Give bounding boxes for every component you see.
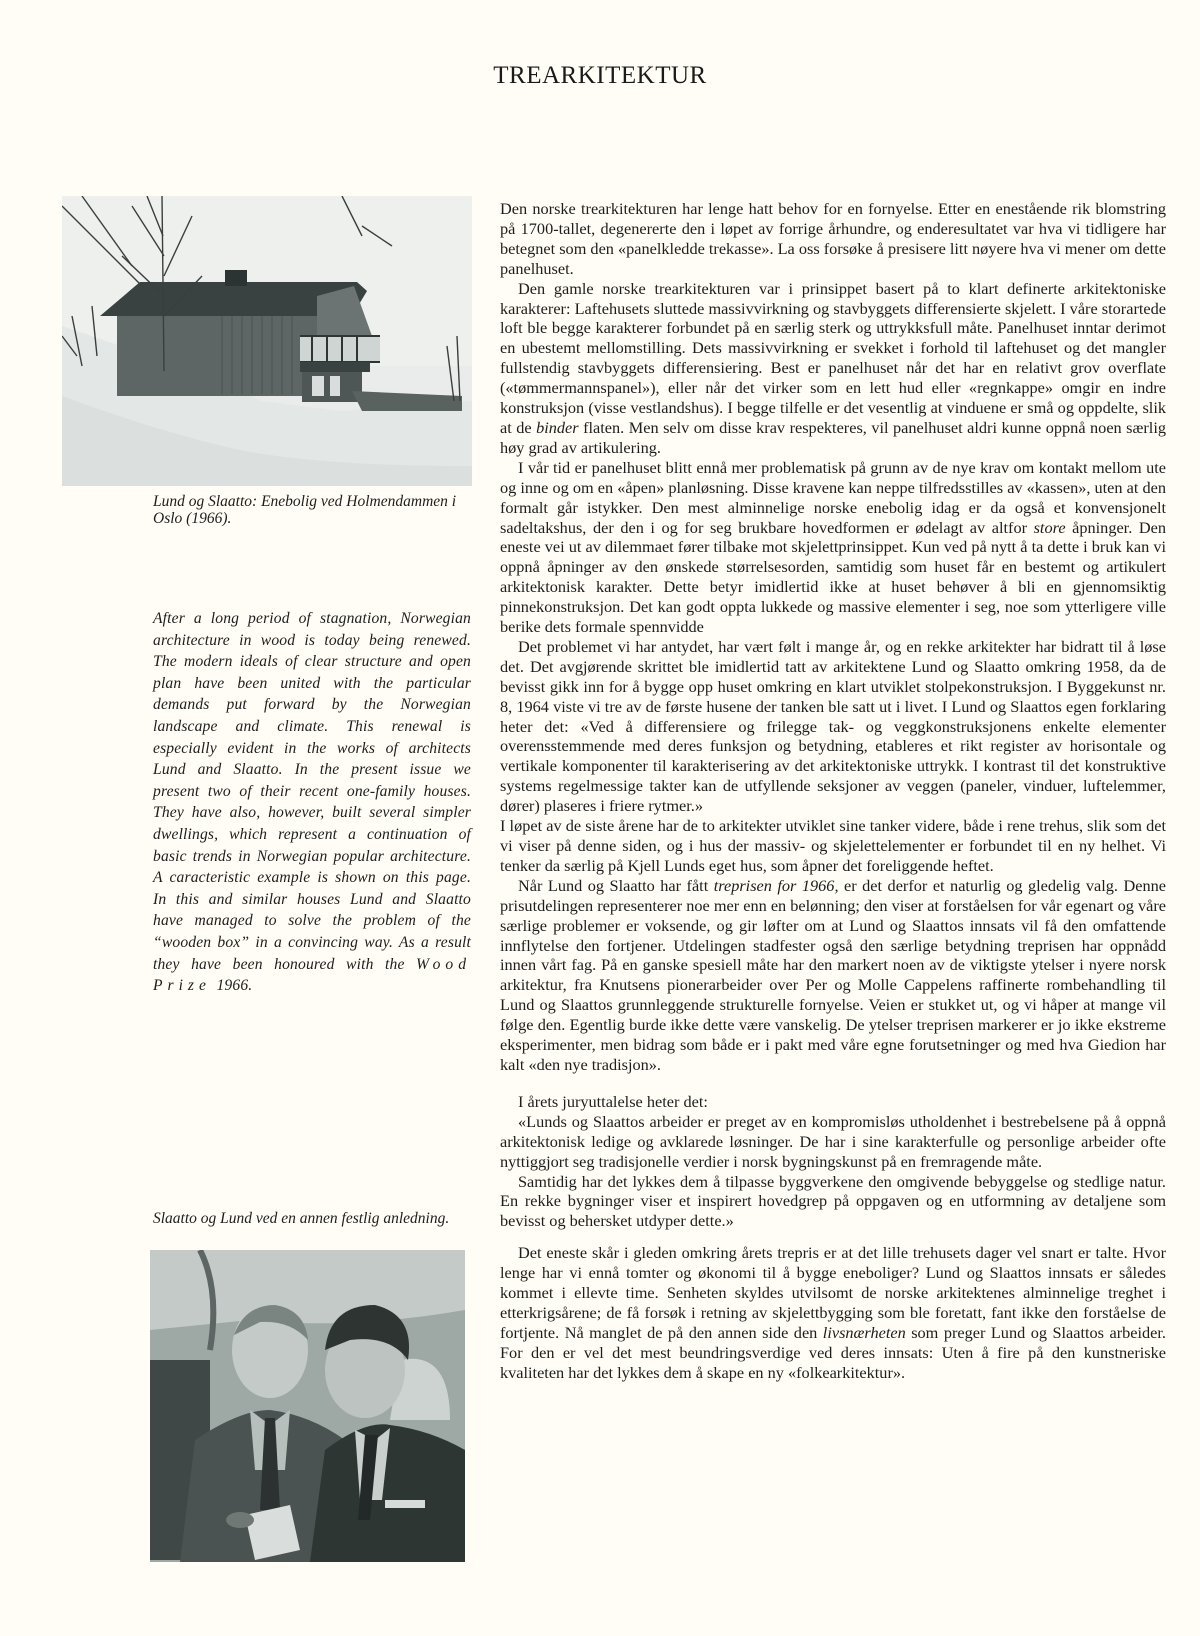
paragraph-1: Den norske trearkitekturen har lenge hatt behov for en fornyelse. Etter en enestående rik blomstring på 1700-tallet, degenererte den i løpet av forrige århundre, og enderesultatet var hva vi tidligere har betegnet som den «panelkledde trekasse». La oss forsøke å presisere litt nøyere hva vi mener om dette panelhuset. <box>500 199 1166 278</box>
paragraph-3-emphasis: store <box>1033 517 1066 537</box>
paragraph-6-text-b: er det derfor et naturlig og gledelig valg. Denne prisutdelingen representerer noe mer enn en belønning; den viser at forståelsen for vår egenart og våre særlige problemer er voksende, og gir løfter om at Lund og Slaattos innsats vil få den omfattende innflytelse den fortjener. Utdelingen stadfester også den særlige betydning treprisen har oppnådd innen vårt fag. På en ganske spesiell måte har den markert noen av de viktigste ytelser i nyere norsk arkitektur, fra Knutsens pionerarbeider over Per og Molle Cappelens raffinerte rombehandling til Lund og Slaattos grunnleggende strukturelle fornyelse. Veien er stukket ut, og vi håper at mange vil følge den. Egentlig burde ikke dette være vanskelig. De ytelser treprisen markerer er jo ikke ekstreme eksperimenter, men bidrag som både er i pakt med våre egne forutsetninger og med hva Giedion har kalt «den nye tradisjon». <box>500 875 1166 1074</box>
spacer <box>500 1075 1166 1092</box>
paragraph-6-emphasis: treprisen for 1966, <box>713 875 839 895</box>
paragraph-2-text-a: Den gamle norske trearkitekturen var i prinsippet basert på to klart definerte arkitektoniske karakterer: Laftehusets sluttede massivvirkning og stavbyggets differensierte skjelett. I våre storartede loft ble begge karakterer forbundet på en særlig sterk og uttrykksfull måte. Panelhuset inntar derimot en ubestemt mellomstilling. Dets massivvirkning er svekket i forhold til laftehuset og det mangler fullstendig stavbyggets differensiering. Best er panelhuset når det har en relativt grov overflate («tømmermannspanel»), eller når det virker som en lett hud eller «regnkappe» omgir en indre konstruksjon (visse vestlandshus). I begge tilfelle er det vesentlig at vinduene er små og oppdelte, slik at de <box>500 278 1166 437</box>
paragraph-10 <box>500 1243 1166 1382</box>
paragraph-6-text-a: Når Lund og Slaatto har fått <box>518 875 714 895</box>
paragraph-6 <box>500 876 1166 1075</box>
figure-caption-architects: Slaatto og Lund ved en annen festlig anledning. <box>153 1210 450 1227</box>
paragraph-3-text-a: I vår tid er panelhuset blitt ennå mer problematisk på grunn av de nye krav om kontakt mellom ute og inne og om en «åpen» planløsning. Disse kravene kan neppe tilfredsstilles av «kassen», uten at den formalt går istykker. Den mest alminnelige norske enebolig idag er da også et konvensjonelt sadeltakshus, der den i og for seg brukbare hovedformen er ødelagt av altfor <box>500 457 1166 537</box>
paragraph-10-text-a: Det eneste skår i gleden omkring årets trepris er at det lille trehusets dager vel snart er talte. Hvor lenge har vi ennå tomter og økonomi til å bygge eneboliger? Lund og Slaattos innsats er således kommet i ellevte time. Senheten skyldes utvilsomt de norske arkitektenes alminnelige treghet i etterkrigsårene; de få forsøk i retning av skjelettbygging som ble foretatt, fant ikke den forståelse de fortjente. Nå manglet de på den annen side den <box>500 1243 1166 1342</box>
photo-house-in-snow-icon <box>62 196 472 486</box>
article-body <box>500 199 1166 1383</box>
jury-quote-1: «Lunds og Slaattos arbeider er preget av en kompromisløs utholdenhet i bestrebelsene på å oppnå arkitektonisk ledige og avklarede løsninger. De har i sine karakterfulle og personlige arbeider ofte nyttiggjort seg tradisjonelle verdier i norsk bygningskunst på en fremragende måte. <box>500 1111 1166 1171</box>
prize-year: 1966. <box>216 977 253 995</box>
page-title: TREARKITEKTUR <box>493 62 707 89</box>
paragraph-3 <box>500 458 1166 637</box>
paragraph-4: Det problemet vi har antydet, har vært følt i mange år, og en rekke arkitekter har bidratt til å løse det. Det avgjørende skrittet ble imidlertid tatt av arkitektene Lund og Slaatto omkring 1958, da de bevisst gikk inn for å bygge opp huset omkring en klart utviklet stolpekonstruksjon. I Byggekunst nr. 8, 1964 viste vi tre av de første husene der tanken ble satt ut i livet. I Lund og Slaattos egen forklaring heter det: «Ved å differensiere og frilegge tak- og veggkonstruksjonens enkelte elementer overensstemmende med deres funksjon og betydning, etableres et rikt register av horisontale og vertikale komponenter til karakterisering av det arkitektoniske uttrykk. I kontrast til det konstruktive systems regelmessige takter kan de utfyllende seksjoner av veggen (paneler, vinduer, luftelemmer, dører) plaseres i friere rytmer.» <box>500 636 1166 816</box>
spacer <box>500 1231 1166 1243</box>
wood-prize-label: Wood Prize <box>153 955 471 995</box>
summary-text: After a long period of stagnation, Norwegian architecture in wood is today being renewed. The modern ideals of clear structure and open plan have been united with the particular demands put forward by the Norwegian landscape and climate. This renewal is especially evident in the works of architects Lund and Slaatto. In the present issue we present two of their recent one-family houses. They have also, however, built several simpler dwellings, which represent a continuation of basic trends in Norwegian popular architecture. A caracteristic example is shown on this page. In this and similar houses Lund and Slaatto have managed to solve the problem of the “wooden box” in a convincing way. As a result they have been honoured with the <box>153 610 471 973</box>
paragraph-10-text-b: som preger Lund og Slaattos arbeider. For den er vel det mest beundringsverdige ved deres innsats: Uten å fire på den kunstneriske kvaliteten har det lykkes dem å skape en ny «folkearkitektur». <box>500 1322 1166 1382</box>
paragraph-10-emphasis: livsnærheten <box>822 1322 906 1342</box>
paragraph-2-emphasis: binder <box>536 417 579 437</box>
english-summary <box>153 608 471 997</box>
figure-caption-house: Lund og Slaatto: Enebolig ved Holmendammen i Oslo (1966). <box>153 493 457 527</box>
paragraph-5: I løpet av de siste årene har de to arkitekter utviklet sine tanker videre, både i rene trehus, slik som det vi viser på denne siden, og i hus der massiv- og skjelettelementer er forbundet til en ny helhet. Vi tenker da særlig på Kjell Lunds eget hus, som åpner det foreliggende heftet. <box>500 816 1166 875</box>
jury-quote-2: Samtidig har det lykkes dem å tilpasse byggverkene den omgivende bebyggelse og stedlige natur. En rekke bygninger viser et inspirert hovedgrep på oppgaven og en utformning av detaljene som bevisst og behersket utdyper dette.» <box>500 1171 1166 1231</box>
photo-two-architects-icon <box>150 1250 465 1562</box>
paragraph-2 <box>500 279 1166 458</box>
paragraph-3-text-b: åpninger. Den eneste vei ut av dilemmaet fører tilbake mot skjelettprinsippet. Kun ved på nytt å ta dette i bruk kan vi oppnå åpninger av den ønskede størrelsesorden, samtidig som huset får en bestemt og artikulert arkitektonisk karakter. Dette betyr imidlertid ikke at huset behøver å bli en gjennomsiktig pinnekonstruksjon. Det kan godt oppta lukkede og massive elementer i seg, noe som ytterligere ville berike dets formale spennvidde <box>500 517 1166 637</box>
paragraph-7: I årets juryuttalelse heter det: <box>518 1091 708 1111</box>
paragraph-2-text-b: flaten. Men selv om disse krav respekteres, vil panelhuset aldri kunne oppnå noen særlig høy grad av artikulering. <box>500 417 1166 457</box>
